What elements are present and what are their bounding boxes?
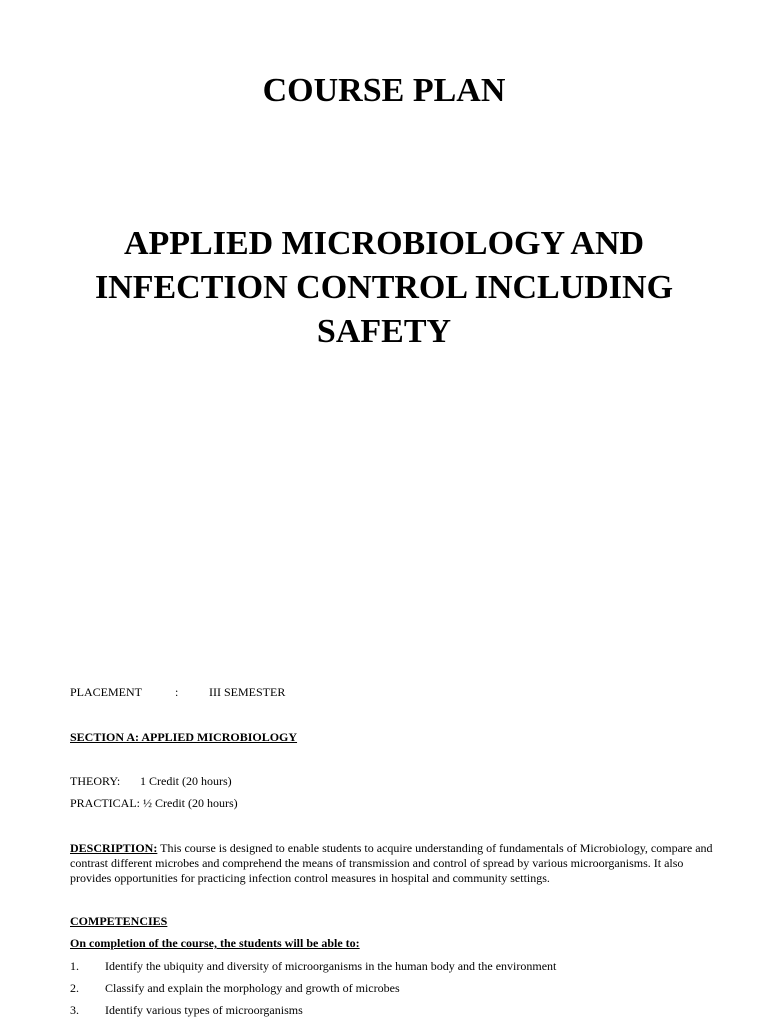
- practical-label: PRACTICAL:: [70, 796, 141, 810]
- placement-value: III SEMESTER: [209, 685, 286, 699]
- course-name: [60, 222, 708, 354]
- competency-text: Classify and explain the morphology and growth of microbes: [105, 981, 400, 995]
- section-heading: SECTION A: APPLIED MICROBIOLOGY: [70, 730, 298, 744]
- theory-value: 1 Credit (20 hours): [140, 774, 232, 788]
- description-line: provides opportunities for practicing infection control measures in hospital and community settings.: [70, 871, 550, 885]
- competency-text: Identify the ubiquity and diversity of microorganisms in the human body and the environment: [105, 959, 557, 973]
- competency-text: Identify various types of microorganisms: [105, 1003, 303, 1017]
- description-paragraph: [70, 841, 713, 886]
- placement-label: PLACEMENT: [70, 685, 142, 699]
- course-name-line: APPLIED MICROBIOLOGY AND: [123, 225, 645, 262]
- course-name-line: INFECTION CONTROL INCLUDING: [94, 269, 674, 306]
- placement-separator: :: [175, 685, 179, 699]
- description-line: contrast different microbes and comprehend the means of transmission and control of spread by various microorganisms. It also: [70, 856, 684, 870]
- competencies-intro: On completion of the course, the students will be able to:: [70, 936, 360, 950]
- competencies-heading: COMPETENCIES: [70, 914, 168, 928]
- practical-value: ½ Credit (20 hours): [143, 796, 238, 810]
- theory-label: THEORY:: [70, 774, 121, 788]
- competency-number: 1.: [70, 959, 79, 973]
- competency-number: 2.: [70, 981, 79, 995]
- description-label: DESCRIPTION:: [70, 841, 158, 855]
- course-name-line: SAFETY: [316, 313, 452, 350]
- document-title: COURSE PLAN: [262, 72, 506, 109]
- practical-row: [70, 796, 238, 811]
- competency-number: 3.: [70, 1003, 79, 1017]
- description-line: [70, 841, 713, 856]
- description-text: This course is designed to enable students to acquire understanding of fundamentals of Microbiology, compare and: [157, 841, 713, 855]
